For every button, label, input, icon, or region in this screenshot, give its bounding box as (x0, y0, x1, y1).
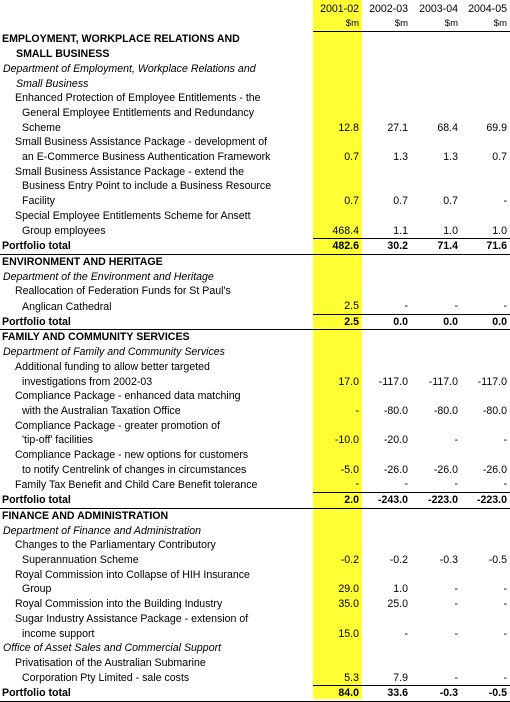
value-cell (461, 448, 510, 463)
value-cell (362, 656, 411, 671)
value-cell (313, 508, 362, 523)
value-cell (313, 270, 362, 285)
value-cell (313, 641, 362, 656)
value-cell (362, 345, 411, 360)
value-cell (362, 32, 411, 47)
measure-row (0, 582, 510, 597)
value-cell: 1.3 (443, 151, 458, 164)
value-cell (362, 524, 411, 539)
value-cell: - (503, 478, 507, 491)
value-cell (313, 135, 362, 150)
value-cell: 69.9 (486, 121, 507, 134)
value-cell (362, 612, 411, 627)
value-cell (362, 568, 411, 583)
unit-header: $m (461, 17, 510, 32)
value-cell (313, 538, 362, 553)
measure-row-label: income support (22, 627, 95, 640)
value-cell: 0.7 (344, 195, 359, 208)
measure-row (0, 360, 510, 375)
portfolio-total-row-label: Portfolio total (0, 686, 313, 702)
value-cell: - (503, 671, 507, 684)
measure-row-label: Small Business Assistance Package - extend the (15, 165, 245, 178)
value-cell (362, 106, 411, 121)
department-heading (0, 77, 510, 92)
value-cell: 29.0 (338, 583, 359, 596)
value-cell: 2.0 (313, 493, 362, 509)
measure-row-label: an E-Commerce Business Authentication Framework (22, 151, 271, 164)
value-cell (461, 209, 510, 224)
measure-row-label: Group employees (22, 225, 106, 238)
value-cell (313, 419, 362, 434)
value-cell: -26.0 (482, 463, 507, 476)
value-cell (411, 284, 461, 299)
value-cell (313, 284, 362, 299)
measure-row-label: to notify Centrelink of changes in circumstances (22, 463, 247, 476)
value-cell: 84.0 (313, 686, 362, 702)
value-cell: 2.5 (313, 314, 362, 330)
value-cell: 0.0 (362, 314, 411, 330)
value-cell (362, 270, 411, 285)
value-cell: -0.3 (439, 554, 458, 566)
value-cell: - (503, 300, 507, 313)
value-cell (461, 360, 510, 375)
measure-row (0, 612, 510, 627)
value-cell: -223.0 (461, 493, 510, 509)
value-cell (313, 612, 362, 627)
portfolio-total-row-label: Portfolio total (0, 493, 313, 509)
value-cell (362, 254, 411, 269)
portfolio-heading-label: ENVIRONMENT AND HERITAGE (2, 255, 163, 268)
portfolio-total-row (0, 314, 510, 330)
measure-row-label: Anglican Cathedral (22, 300, 112, 313)
measure-row-label: Royal Commission into Collapse of HIH Insurance (15, 568, 250, 581)
measure-row-label: Royal Commission into the Building Industry (15, 598, 223, 611)
measure-row (0, 404, 510, 419)
measure-row (0, 135, 510, 150)
value-cell (362, 389, 411, 404)
portfolio-total-row (0, 686, 510, 702)
measure-row (0, 463, 510, 478)
value-cell: -0.2 (389, 554, 408, 566)
department-heading-label: Department of the Environment and Heritage (3, 270, 214, 283)
value-cell: 0.7 (344, 151, 359, 164)
measure-row (0, 179, 510, 194)
value-cell: -80.0 (482, 404, 507, 417)
year-header: 2001-02 (320, 3, 359, 15)
value-cell: 468.4 (332, 224, 359, 237)
measure-row (0, 209, 510, 224)
value-cell: - (454, 434, 458, 447)
value-cell: - (454, 627, 458, 640)
value-cell (461, 270, 510, 285)
value-cell (411, 106, 461, 121)
value-cell: 1.0 (443, 224, 458, 237)
value-cell (461, 47, 510, 62)
value-cell (411, 508, 461, 523)
value-cell (362, 209, 411, 224)
value-cell: - (355, 478, 359, 491)
value-cell: 1.0 (492, 224, 507, 237)
measure-row-label: Family Tax Benefit and Child Care Benefit tolerance (15, 478, 258, 491)
department-heading (0, 62, 510, 77)
value-cell (313, 656, 362, 671)
value-cell: 71.4 (411, 239, 461, 255)
portfolio-total-row-label: Portfolio total (0, 239, 313, 255)
measure-row (0, 553, 510, 568)
portfolio-total-row (0, 493, 510, 509)
value-cell (362, 448, 411, 463)
measures-body (0, 32, 510, 702)
value-cell: - (454, 478, 458, 491)
portfolio-heading (0, 508, 510, 523)
value-cell (461, 77, 510, 92)
measure-row (0, 224, 510, 239)
measure-row (0, 106, 510, 121)
value-cell (461, 345, 510, 360)
value-cell: - (503, 195, 507, 208)
value-cell (313, 360, 362, 375)
department-heading (0, 270, 510, 285)
value-cell (461, 165, 510, 180)
value-cell (411, 389, 461, 404)
value-cell: - (454, 598, 458, 611)
value-cell (411, 656, 461, 671)
portfolio-heading (0, 47, 510, 62)
value-cell: 5.3 (344, 671, 359, 684)
value-cell: -0.3 (411, 686, 461, 702)
measure-row-label: Scheme (22, 121, 61, 134)
value-cell (362, 330, 411, 345)
year-header: 2003-04 (419, 3, 458, 15)
value-cell: - (404, 627, 408, 640)
measure-row (0, 165, 510, 180)
portfolio-total-row-label: Portfolio total (0, 314, 313, 330)
measure-row (0, 538, 510, 553)
value-cell (362, 47, 411, 62)
portfolio-heading-label: FAMILY AND COMMUNITY SERVICES (2, 331, 190, 344)
value-cell (411, 345, 461, 360)
value-cell (461, 330, 510, 345)
value-cell: 68.4 (437, 121, 458, 134)
value-cell (461, 419, 510, 434)
value-cell (362, 62, 411, 77)
value-cell (411, 568, 461, 583)
value-cell: 1.0 (393, 583, 408, 596)
value-cell: - (454, 583, 458, 596)
value-cell (313, 47, 362, 62)
department-heading-label: Department of Family and Community Services (3, 346, 225, 359)
measure-row-label: Special Employee Entitlements Scheme for Ansett (15, 209, 251, 222)
value-cell (461, 62, 510, 77)
value-cell (411, 209, 461, 224)
measure-row-label: investigations from 2002-03 (22, 375, 153, 388)
value-cell: -0.5 (461, 686, 510, 702)
value-cell: 17.0 (338, 375, 359, 388)
measure-row (0, 656, 510, 671)
value-cell: 33.6 (362, 686, 411, 702)
value-cell (362, 284, 411, 299)
measure-row (0, 194, 510, 209)
value-cell (313, 77, 362, 92)
value-cell (411, 32, 461, 47)
value-cell (362, 135, 411, 150)
value-cell: -26.0 (383, 463, 408, 476)
value-cell: - (404, 300, 408, 313)
value-cell (411, 524, 461, 539)
value-cell: 35.0 (338, 598, 359, 611)
portfolio-heading (0, 254, 510, 269)
measure-row (0, 91, 510, 106)
value-cell (461, 32, 510, 47)
value-cell: 0.7 (443, 195, 458, 208)
portfolio-heading (0, 32, 510, 47)
value-cell (362, 641, 411, 656)
department-heading-label: Department of Finance and Administration (3, 524, 202, 537)
value-cell (411, 330, 461, 345)
value-cell: -80.0 (433, 404, 458, 417)
portfolio-heading (0, 330, 510, 345)
value-cell: 25.0 (387, 598, 408, 611)
value-cell: 0.7 (492, 151, 507, 164)
value-cell (313, 106, 362, 121)
measure-row (0, 284, 510, 299)
value-cell (411, 47, 461, 62)
measure-row-label: Compliance Package - greater promotion of (15, 419, 220, 432)
measure-row-label: Compliance Package - new options for customers (15, 449, 249, 462)
value-cell: 482.6 (313, 239, 362, 255)
value-cell: 30.2 (362, 239, 411, 255)
value-cell: -0.5 (488, 554, 507, 566)
value-cell: - (503, 583, 507, 596)
value-cell (313, 91, 362, 106)
value-cell (313, 330, 362, 345)
value-cell (411, 254, 461, 269)
value-cell: 1.1 (393, 224, 408, 237)
value-cell: 12.8 (338, 121, 359, 134)
year-header: 2004-05 (468, 3, 507, 15)
value-cell (362, 419, 411, 434)
portfolio-heading-label: EMPLOYMENT, WORKPLACE RELATIONS AND (2, 33, 240, 46)
value-cell: - (355, 404, 359, 417)
department-heading (0, 345, 510, 360)
value-cell (362, 91, 411, 106)
value-cell (313, 389, 362, 404)
value-cell (461, 641, 510, 656)
value-cell: 1.3 (393, 151, 408, 164)
measure-row-label: with the Australian Taxation Office (22, 404, 181, 417)
value-cell (362, 165, 411, 180)
unit-header: $m (411, 17, 461, 32)
value-cell (411, 179, 461, 194)
value-cell (362, 538, 411, 553)
value-cell (362, 508, 411, 523)
value-cell (411, 135, 461, 150)
value-cell (313, 165, 362, 180)
value-cell: -80.0 (383, 404, 408, 417)
measure-row-label: Changes to the Parliamentary Contributory (15, 539, 216, 552)
measure-row-label: Group (22, 583, 52, 596)
value-cell (411, 538, 461, 553)
value-cell (411, 91, 461, 106)
measure-row (0, 433, 510, 448)
year-header-row (0, 2, 510, 17)
measure-row (0, 627, 510, 642)
measure-row-label: Small Business Assistance Package - development of (15, 136, 268, 149)
value-cell (313, 209, 362, 224)
value-cell (362, 360, 411, 375)
value-cell: 15.0 (338, 627, 359, 640)
measure-row (0, 150, 510, 165)
unit-header-row (0, 17, 510, 32)
measure-row (0, 568, 510, 583)
measure-row (0, 448, 510, 463)
value-cell (461, 568, 510, 583)
value-cell (313, 524, 362, 539)
measure-row-label: Sugar Industry Assistance Package - extension of (15, 612, 249, 625)
value-cell: - (404, 478, 408, 491)
measure-row (0, 389, 510, 404)
value-cell: - (454, 300, 458, 313)
value-cell (411, 419, 461, 434)
value-cell (411, 62, 461, 77)
department-heading-label: Small Business (16, 77, 89, 90)
value-cell (411, 448, 461, 463)
value-cell (461, 389, 510, 404)
portfolio-heading-label: SMALL BUSINESS (16, 48, 110, 61)
value-cell (313, 448, 362, 463)
value-cell (461, 135, 510, 150)
value-cell: -117.0 (428, 375, 458, 388)
department-heading (0, 524, 510, 539)
value-cell: -0.2 (340, 554, 359, 566)
value-cell: - (503, 598, 507, 611)
value-cell: 71.6 (461, 239, 510, 255)
measure-row-label: Superannuation Scheme (22, 554, 139, 566)
value-cell (362, 77, 411, 92)
value-cell (313, 179, 362, 194)
unit-header: $m (362, 17, 411, 32)
value-cell (461, 91, 510, 106)
value-cell (461, 612, 510, 627)
value-cell (461, 179, 510, 194)
value-cell (461, 284, 510, 299)
value-cell (461, 524, 510, 539)
value-cell (313, 32, 362, 47)
measure-row (0, 597, 510, 612)
value-cell: - (503, 434, 507, 447)
measure-row-label: Reallocation of Federation Funds for St Paul's (15, 285, 231, 298)
value-cell: 0.0 (461, 314, 510, 330)
value-cell: -26.0 (433, 463, 458, 476)
value-cell (313, 254, 362, 269)
value-cell: -20.0 (383, 434, 408, 447)
measure-row (0, 419, 510, 434)
value-cell: 2.5 (344, 300, 359, 313)
measures-table (0, 2, 510, 702)
measure-row-label: Business Entry Point to include a Business Resource (22, 180, 272, 193)
value-cell (313, 345, 362, 360)
measure-row (0, 375, 510, 390)
measure-row-label: 'tip-off' facilities (22, 434, 93, 447)
value-cell: -10.0 (334, 434, 359, 447)
department-heading-label: Department of Employment, Workplace Relations and (3, 62, 256, 75)
measure-row (0, 121, 510, 136)
value-cell: 7.9 (393, 671, 408, 684)
value-cell: 0.0 (411, 314, 461, 330)
measure-row (0, 477, 510, 492)
value-cell (461, 656, 510, 671)
value-cell: - (454, 671, 458, 684)
portfolio-heading-label: FINANCE AND ADMINISTRATION (2, 509, 169, 522)
value-cell (362, 179, 411, 194)
value-cell (411, 270, 461, 285)
measure-row-label: Facility (22, 195, 55, 208)
value-cell: -117.0 (477, 375, 507, 388)
unit-header: $m (313, 17, 362, 32)
portfolio-total-row (0, 239, 510, 255)
measure-row-label: General Employee Entitlements and Redundancy (22, 106, 255, 119)
measure-row-label: Corporation Pty Limited - sale costs (22, 672, 190, 685)
value-cell (313, 568, 362, 583)
value-cell: -223.0 (411, 493, 461, 509)
measure-row-label: Enhanced Protection of Employee Entitlements - the (15, 92, 261, 105)
department-heading-label: Office of Asset Sales and Commercial Support (3, 642, 222, 655)
measure-row-label: Additional funding to allow better targeted (15, 360, 210, 373)
value-cell (461, 508, 510, 523)
value-cell (461, 538, 510, 553)
value-cell (411, 612, 461, 627)
year-header: 2002-03 (369, 3, 408, 15)
value-cell (461, 106, 510, 121)
value-cell (411, 77, 461, 92)
measure-row (0, 671, 510, 686)
value-cell (461, 254, 510, 269)
value-cell: -117.0 (378, 375, 408, 388)
value-cell: 0.7 (393, 195, 408, 208)
measure-row-label: Privatisation of the Australian Submarine (15, 656, 206, 669)
value-cell (313, 62, 362, 77)
value-cell (411, 360, 461, 375)
measure-row (0, 299, 510, 314)
department-heading (0, 641, 510, 656)
value-cell (411, 165, 461, 180)
value-cell: - (503, 627, 507, 640)
value-cell: 27.1 (387, 121, 408, 134)
value-cell: -5.0 (340, 463, 359, 476)
value-cell (411, 641, 461, 656)
value-cell: -243.0 (362, 493, 411, 509)
measure-row-label: Compliance Package - enhanced data matching (15, 390, 241, 403)
